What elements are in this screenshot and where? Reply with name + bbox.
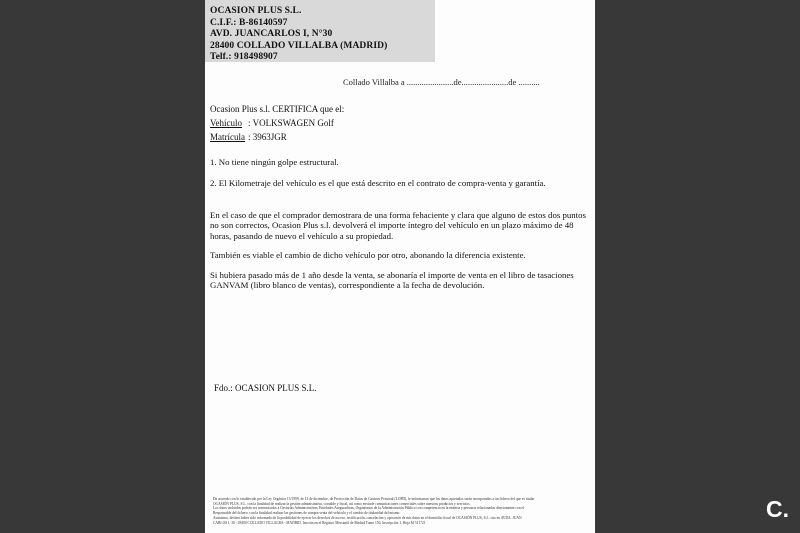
condition-point-1: 1. No tiene ningún golpe estructural.	[210, 157, 339, 167]
certificate-block	[210, 102, 344, 144]
company-name: OCASION PLUS S.L.	[210, 6, 302, 16]
company-cif: C.I.F.: B-86140597	[210, 17, 288, 28]
document-page	[205, 0, 595, 533]
terms-paragraph-1: En el caso de que el comprador demostrara de una forma fehaciente y clara que alguno de estos dos puntos no son correctos, Ocasion Plus s.l. devolverá el importe íntegro del vehículo en un plazo máximo de 48 horas, pasando de nuevo el vehículo a su propiedad.	[210, 210, 586, 241]
company-city: 28400 COLLADO VILLALBA (MADRID)	[210, 40, 388, 51]
company-header-block	[205, 0, 435, 62]
plate-value: : 3963JGR	[248, 132, 287, 142]
legal-fine-print: De acuerdo con lo establecido por la Ley Orgánica 15/1999, de 13 de diciembre, de Protección de Datos de Carácter Personal (LOPD), le informamos que los datos aportados serán incorporados a un fichero del que es titular OCASIÓN PLUS, S.L. con la finalidad de realizar la gestión administrativa, contable y fiscal, así como enviarle comunicaciones comerciales sobre nuestros productos y servicios. Los datos incluidos podrán ser comunicados a Gestorías Administrativas, Entidades Aseguradoras, Organismos de la Administración Pública con competencia en la materia y personas relacionadas directamente con el Responsable del fichero, con la finalidad realizar las gestiones de compra venta del vehículo y el cambio de titularidad del mismo. Asimismo, declaro haber sido informado de la posibilidad de ejercer los derechos de acceso, rectificación, cancelación y oposición de mis datos en el domicilio fiscal de OCASIÓN PLUS, S.L. sito en AVDA. JUAN CARLOS I, 30 - 28400 COLLADO VILLALBA - MADRID. Inscrita en el Registro Mercantil de Madrid Tomo 150, Inscripción 1, Hoja M 511721	[213, 497, 535, 525]
terms-paragraphs	[210, 210, 594, 299]
certify-intro: Ocasion Plus s.l. CERTIFICA que el:	[210, 104, 345, 114]
date-line: Collado Villalba a ......................de......................de ..........	[343, 77, 540, 87]
plate-row	[210, 130, 344, 144]
vehicle-label: Vehículo	[210, 118, 242, 128]
vehicle-value: : VOLKSWAGEN Golf	[248, 118, 334, 128]
vehicle-row	[210, 116, 344, 130]
condition-point-2: 2. El Kilometraje del vehículo es el que está descrito en el contrato de compra-venta y garantía.	[210, 177, 546, 188]
condition-points	[210, 157, 594, 188]
plate-label: Matrícula	[210, 132, 245, 142]
terms-paragraph-3: Si hubiera pasado más de 1 año desde la venta, se abonaría el importe de venta en el libro de tasaciones GANVAM (libro blanco de ventas), correspondiente a la fecha de devolución.	[210, 269, 574, 291]
brand-c-watermark: C.	[766, 496, 789, 522]
terms-paragraph-2: También es viable el cambio de dicho vehículo por otro, abonando la diferencia existente.	[210, 250, 526, 261]
signature-line: Fdo.: OCASION PLUS S.L.	[214, 383, 317, 393]
company-address: AVD. JUANCARLOS I, N°30	[210, 29, 333, 39]
company-phone: Telf.: 918498907	[210, 52, 278, 62]
